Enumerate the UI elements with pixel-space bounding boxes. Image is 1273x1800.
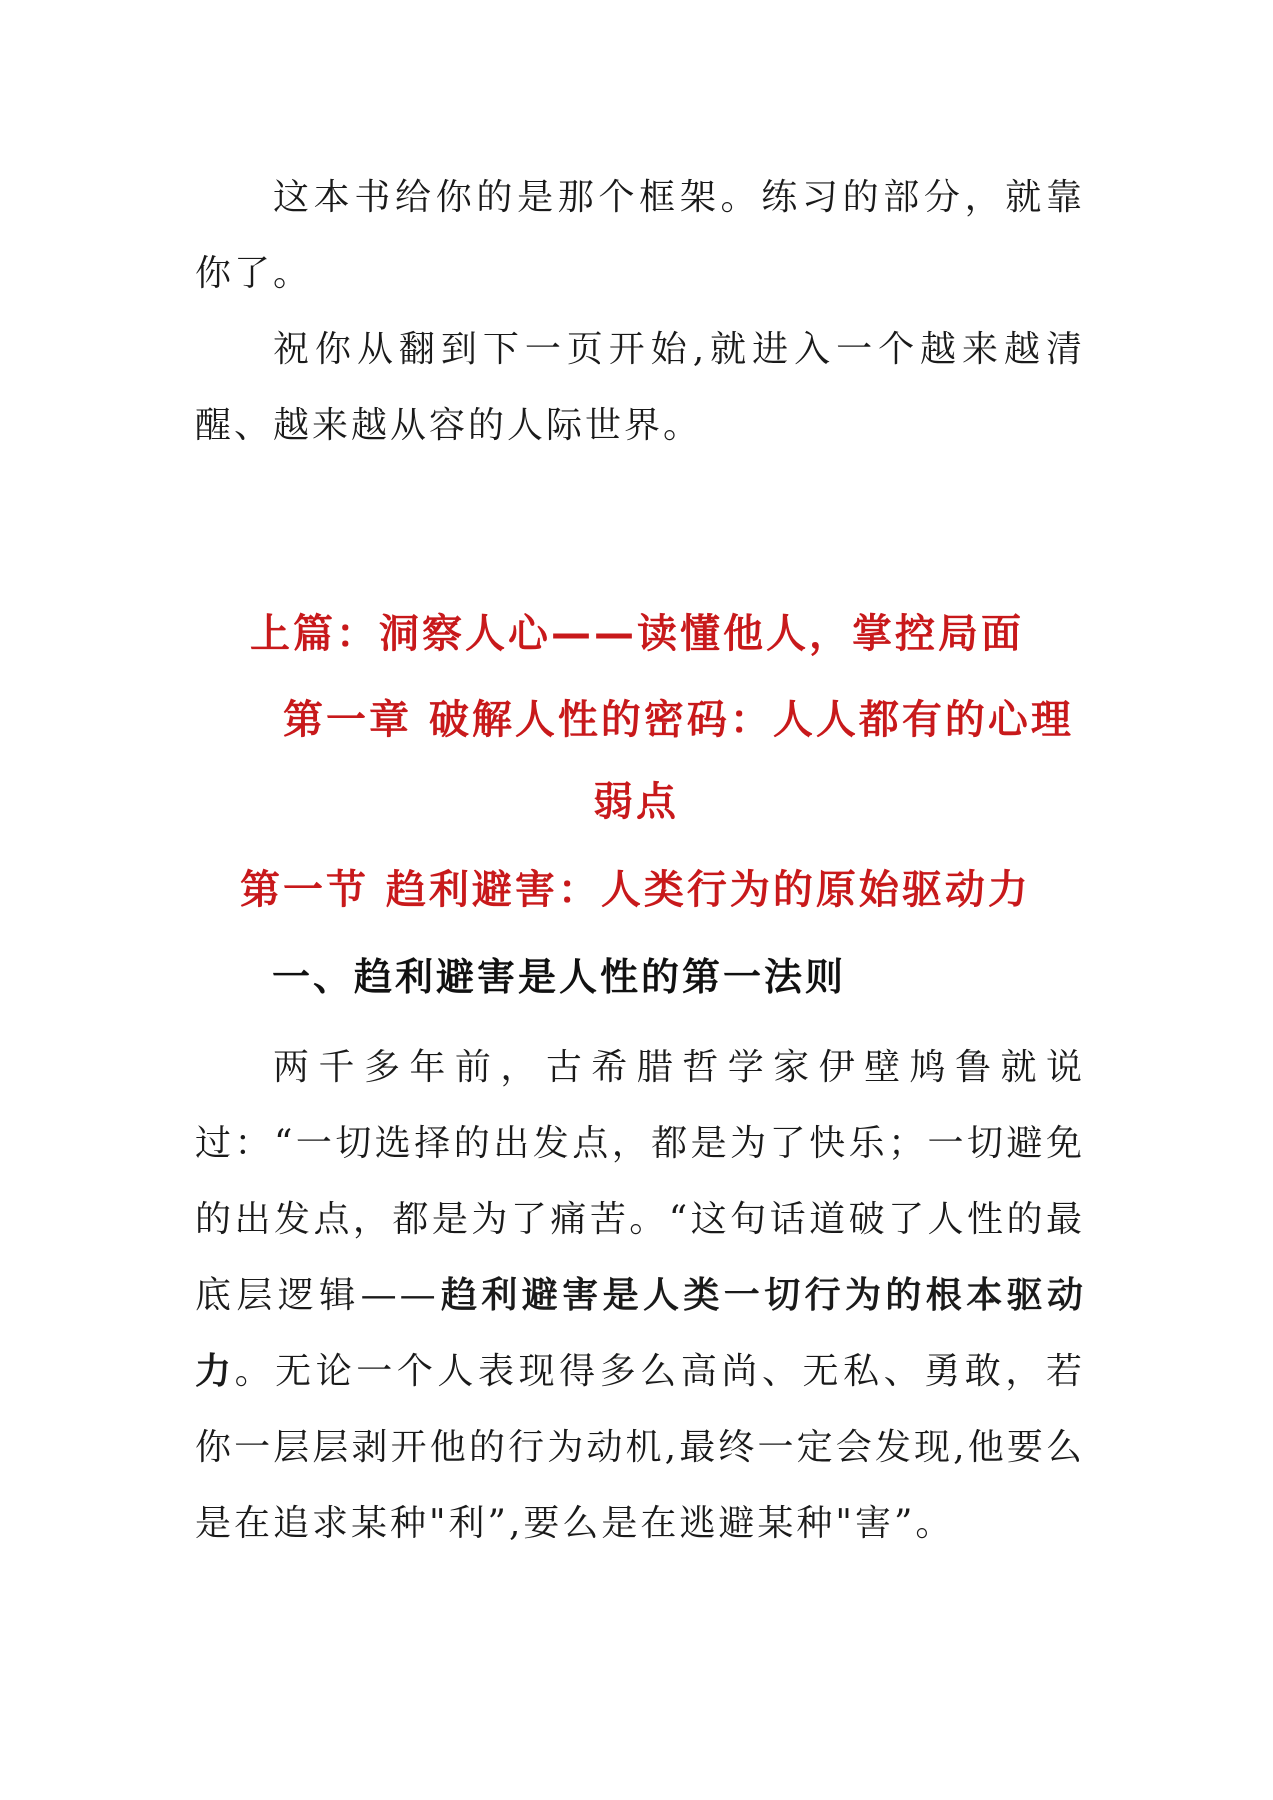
body-text-start: 两千多年前，古希腊哲学家伊壁鸠鲁就说过：“一切选择的出发点，都是为了快乐；一切避免的出发点，都是为了痛苦。“这句话道破了人性的最底层逻辑—— <box>195 1047 1085 1316</box>
section-title: 第一节 趋利避害：人类行为的原始驱动力 <box>240 867 1031 913</box>
body-text-end: 。无论一个人表现得多么高尚、无私、勇敢，若你一层层剥开他的行为动机,最终一定会发现,他要么是在追求某种"利”,要么是在逃避某种"害”。 <box>195 1351 1085 1544</box>
subsection-title: 一、趋利避害是人性的第一法则 <box>272 955 847 999</box>
body-bold-statement: 趋利避害是人类一切行为的根本驱动力 <box>195 1275 1085 1392</box>
chapter-title-line-1: 第一章 破解人性的密码：人人都有的心理 <box>283 697 1074 743</box>
intro-paragraph-1: 这本书给你的是那个框架。练习的部分，就靠你了。 <box>195 177 1085 294</box>
intro-paragraph-2: 祝你从翻到下一页开始,就进入一个越来越清醒、越来越从容的人际世界。 <box>195 329 1085 446</box>
body-paragraph <box>195 1030 1085 1562</box>
chapter-title-line-2: 弱点 <box>593 779 679 825</box>
part-title: 上篇：洞察人心——读懂他人，掌控局面 <box>250 611 1024 657</box>
